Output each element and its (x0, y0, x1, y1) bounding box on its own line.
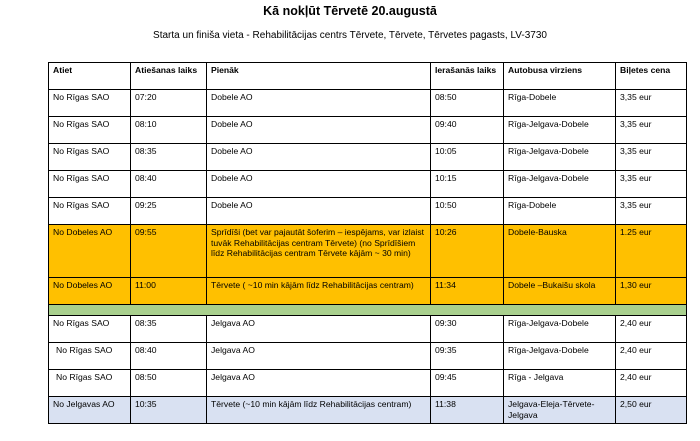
cell-arrives: Tērvete ( ~10 min kājām līdz Rehabilitācijas centram) (207, 278, 431, 305)
cell-ticket-price: 1.25 eur (616, 225, 687, 278)
cell-departs: No Rīgas SAO (49, 343, 131, 370)
cell-arrival-time: 11:38 (431, 397, 504, 424)
cell-departure-time: 08:35 (131, 144, 207, 171)
table-row (49, 144, 687, 171)
cell-departs: No Dobeles AO (49, 225, 131, 278)
cell-arrives: Dobele AO (207, 90, 431, 117)
cell-departure-time: 09:55 (131, 225, 207, 278)
cell-departure-time: 08:40 (131, 171, 207, 198)
table-row-highlighted (49, 278, 687, 305)
table-row-highlighted (49, 225, 687, 278)
table-row (49, 370, 687, 397)
table-separator-row (49, 305, 687, 316)
cell-departs: No Rīgas SAO (49, 90, 131, 117)
cell-bus-route: Rīga-Jelgava-Dobele (504, 144, 616, 171)
cell-departs: No Rīgas SAO (49, 171, 131, 198)
cell-bus-route: Rīga-Dobele (504, 198, 616, 225)
page-subtitle: Starta un finiša vieta - Rehabilitācijas centrs Tērvete, Tērvete, Tērvetes pagasts, LV-3730 (153, 30, 547, 41)
cell-departs: No Rīgas SAO (49, 370, 131, 397)
header-arrival-time: Ierašanās laiks (431, 63, 504, 90)
cell-arrives: Jelgava AO (207, 316, 431, 343)
cell-ticket-price: 3,35 eur (616, 90, 687, 117)
header-ticket-price: Biļetes cena (616, 63, 687, 90)
cell-arrival-time: 08:50 (431, 90, 504, 117)
header-bus-route: Autobusa virziens (504, 63, 616, 90)
cell-ticket-price: 3,35 eur (616, 198, 687, 225)
cell-ticket-price: 3,35 eur (616, 171, 687, 198)
cell-departure-time: 08:10 (131, 117, 207, 144)
cell-bus-route: Dobele –Bukaišu skola (504, 278, 616, 305)
cell-ticket-price: 3,35 eur (616, 117, 687, 144)
cell-arrives: Dobele AO (207, 171, 431, 198)
table-row (49, 117, 687, 144)
table-row (49, 198, 687, 225)
cell-bus-route: Rīga-Dobele (504, 90, 616, 117)
cell-arrives: Dobele AO (207, 198, 431, 225)
cell-arrival-time: 10:15 (431, 171, 504, 198)
table-row (49, 90, 687, 117)
cell-arrival-time: 10:26 (431, 225, 504, 278)
page-title: Kā nokļūt Tērvetē 20.augustā (263, 4, 437, 18)
cell-bus-route: Dobele-Bauska (504, 225, 616, 278)
table-row-highlighted (49, 397, 687, 424)
cell-arrival-time: 10:05 (431, 144, 504, 171)
cell-arrival-time: 09:30 (431, 316, 504, 343)
cell-ticket-price: 2,40 eur (616, 316, 687, 343)
bus-schedule-table (48, 62, 687, 424)
cell-departure-time: 08:50 (131, 370, 207, 397)
cell-bus-route: Rīga-Jelgava-Dobele (504, 171, 616, 198)
cell-ticket-price: 2,40 eur (616, 370, 687, 397)
cell-arrives: Jelgava AO (207, 370, 431, 397)
cell-arrival-time: 11:34 (431, 278, 504, 305)
header-departure-time: Atiešanas laiks (131, 63, 207, 90)
cell-arrival-time: 09:40 (431, 117, 504, 144)
table-header-row (49, 63, 687, 90)
cell-departure-time: 11:00 (131, 278, 207, 305)
cell-ticket-price: 2,40 eur (616, 343, 687, 370)
cell-departs: No Rīgas SAO (49, 198, 131, 225)
cell-departs: No Jelgavas AO (49, 397, 131, 424)
cell-bus-route: Rīga-Jelgava-Dobele (504, 117, 616, 144)
cell-ticket-price: 1,30 eur (616, 278, 687, 305)
cell-bus-route: Rīga-Jelgava-Dobele (504, 316, 616, 343)
table-row (49, 343, 687, 370)
cell-departure-time: 08:35 (131, 316, 207, 343)
table-row (49, 171, 687, 198)
cell-ticket-price: 2,50 eur (616, 397, 687, 424)
cell-departure-time: 07:20 (131, 90, 207, 117)
header-arrives: Pienāk (207, 63, 431, 90)
cell-departure-time: 09:25 (131, 198, 207, 225)
cell-arrives: Jelgava AO (207, 343, 431, 370)
header-departs: Atiet (49, 63, 131, 90)
cell-departure-time: 10:35 (131, 397, 207, 424)
cell-bus-route: Rīga-Jelgava-Dobele (504, 343, 616, 370)
cell-arrival-time: 10:50 (431, 198, 504, 225)
cell-departure-time: 08:40 (131, 343, 207, 370)
cell-departs: No Rīgas SAO (49, 144, 131, 171)
cell-arrival-time: 09:35 (431, 343, 504, 370)
cell-arrives: Dobele AO (207, 144, 431, 171)
cell-bus-route: Rīga - Jelgava (504, 370, 616, 397)
separator-cell (49, 305, 687, 316)
cell-arrival-time: 09:45 (431, 370, 504, 397)
cell-departs: No Dobeles AO (49, 278, 131, 305)
cell-arrives: Dobele AO (207, 117, 431, 144)
cell-arrives: Tērvete (~10 min kājām līdz Rehabilitācijas centram) (207, 397, 431, 424)
cell-departs: No Rīgas SAO (49, 117, 131, 144)
table-row (49, 316, 687, 343)
cell-arrives: Sprīdīši (bet var pajautāt šoferim – iespējams, var izlaist tuvāk Rehabilitācijas centram Tērvete) (no Sprīdīšiem līdz Rehabilitācijas centram Tērvete kājām ~ 30 min) (207, 225, 431, 278)
cell-ticket-price: 3,35 eur (616, 144, 687, 171)
cell-bus-route: Jelgava-Eleja-Tērvete-Jelgava (504, 397, 616, 424)
cell-departs: No Rīgas SAO (49, 316, 131, 343)
